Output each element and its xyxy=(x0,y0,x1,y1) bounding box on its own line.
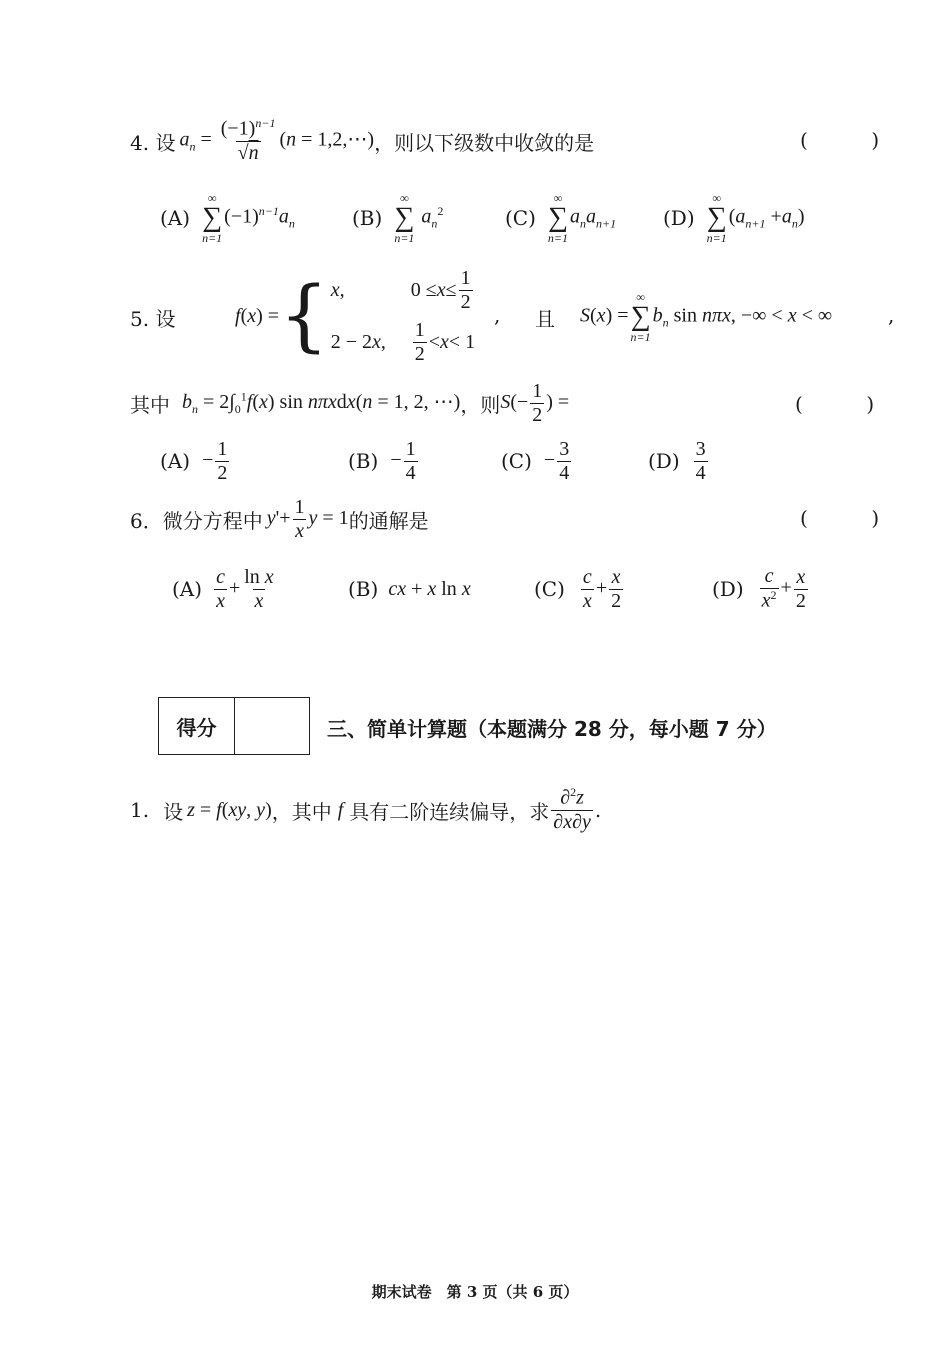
q4-stem xyxy=(130,113,594,169)
q4-answer-paren[interactable]: ( ) xyxy=(800,128,880,152)
q6-option-b[interactable]: (B) cx + x ln x xyxy=(348,577,471,601)
q6-options xyxy=(172,562,872,616)
page-footer: 期末试卷 第 3 页（共 6 页） xyxy=(371,1283,579,1301)
q5-coefficient-line: 其中 $b_n = 2\int_0^1f(x)$ sin nπxdx(n = 1, 2, ⋯) ，则 S(− $\frac{1}{2}$ ) = xyxy=(130,379,570,426)
q4-options xyxy=(160,188,860,248)
q4-formula: $a_n$ = $\frac{(-1)^{n-1}}{√n}$ (n = 1,2,⋯) xyxy=(179,116,375,164)
q6-option-c[interactable]: (C) $\frac{c}{x}$ + $\frac{x}{2}$ xyxy=(534,565,622,612)
q5-options xyxy=(160,434,860,488)
s3q1-num: 1. xyxy=(130,798,150,822)
q4-option-c[interactable]: (C) ∞ ∑ n=1 $a_na_{n+1}$ xyxy=(505,191,617,245)
q4-option-b[interactable]: (B) ∞ ∑ n=1 $a_n^2$ xyxy=(352,191,444,245)
q5-where-text: 其中 xyxy=(130,392,170,417)
q5-then-text: ，则 xyxy=(460,392,501,417)
q5-option-b[interactable]: (B) − $\frac{1}{4}$ xyxy=(348,437,416,484)
q5-option-c[interactable]: (C) − $\frac{3}{4}$ xyxy=(501,437,570,484)
s3q1-pre: 设 xyxy=(163,799,184,824)
s3q1-end: . xyxy=(594,798,602,822)
q5-series-formula: S(x) = ∞ ∑ n=1 $b_n$ sin nπx, −∞ < x < ∞ xyxy=(580,290,833,344)
q5-comma: , xyxy=(494,303,501,327)
q5-comma-2: , xyxy=(888,303,895,327)
q4-tail-text: ，则以下级数中收敛的是 xyxy=(374,130,595,155)
left-brace-icon: { xyxy=(279,271,329,361)
q6-stem-text: 6．微分方程中 xyxy=(130,508,263,533)
q6-stem: 6．微分方程中 y'+ $\frac{1}{x}$ y = 1 的通解是 xyxy=(130,495,429,542)
s3q1-tail: 具有二阶连续偏导，求 xyxy=(349,799,550,824)
q5-option-d[interactable]: (D) $\frac{3}{4}$ xyxy=(648,437,706,484)
s3q1-stem: 1. 设 z = f(xy, y) ，其中 f 具有二阶连续偏导，求 $\frac{\partial^2z}{\partial x\partial y}$ . xyxy=(130,785,602,833)
q6-answer-paren[interactable]: ( ) xyxy=(800,506,880,530)
q5-answer-paren[interactable]: ( ) xyxy=(795,392,875,416)
q4-stem-text: 4. 设 xyxy=(130,130,176,155)
q5-and-text: 且 xyxy=(535,307,555,331)
q6-option-a[interactable]: (A) $\frac{c}{x}$ + $\frac{\text{ln x}}{x}$ xyxy=(172,565,274,612)
q4-option-d[interactable]: (D) ∞ ∑ n=1 $(a_{n+1} +a_n)$ xyxy=(663,191,805,245)
q6-option-d[interactable]: (D) $\frac{c}{x^2}$ + $\frac{x}{2}$ xyxy=(712,565,806,612)
section-3-title: 三、简单计算题（本题满分 28 分，每小题 7 分） xyxy=(327,717,777,741)
q4-option-a[interactable]: (A) ∞ ∑ n=1 $(-1)^{n-1}a_n$ xyxy=(160,191,295,245)
score-label: 得分 xyxy=(159,698,235,754)
s3q1-mid: ，其中 xyxy=(271,799,332,824)
q5-stem-text: 5. 设 xyxy=(130,307,176,331)
q5-option-a[interactable]: (A) − $\frac{1}{2}$ xyxy=(160,437,228,484)
q6-tail-text: 的通解是 xyxy=(348,508,429,533)
score-box xyxy=(158,697,310,755)
q5-piecewise: f(x) = { x, 0 ≤ x ≤ $\frac{1}{2}$ 2 − 2x, $\frac{1}{2}$ < x < 1 xyxy=(235,266,476,365)
score-field[interactable] xyxy=(235,698,309,754)
